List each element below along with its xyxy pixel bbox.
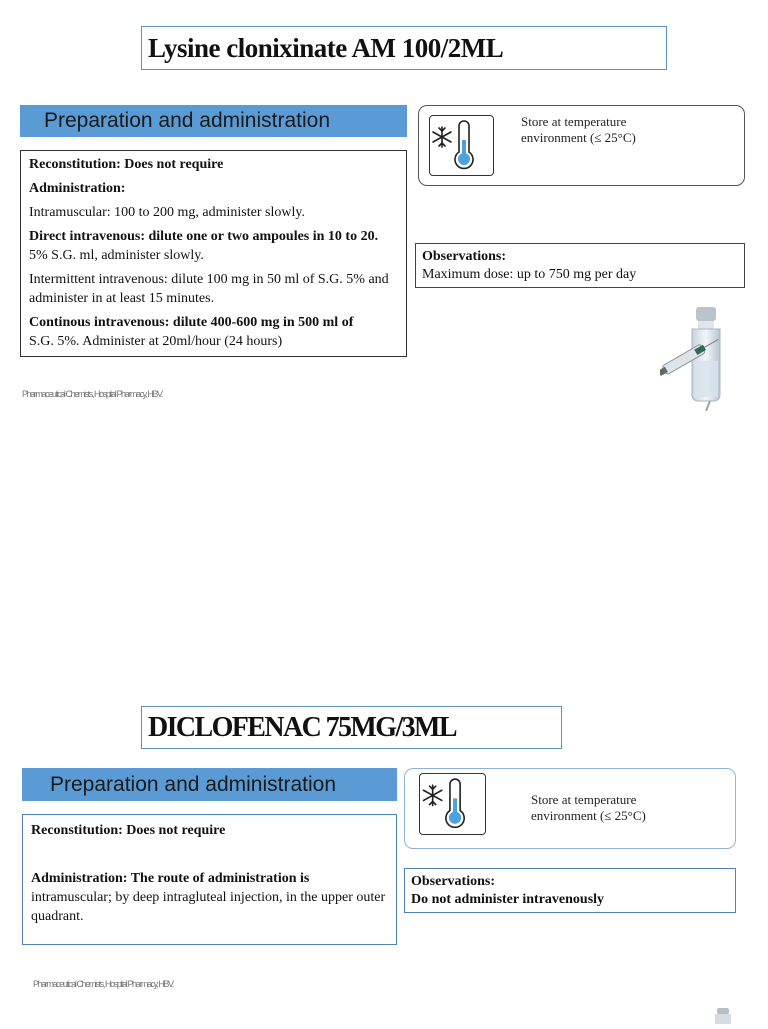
observations-label: Observations: [422,249,506,264]
preparation-band-2 [22,768,397,801]
direct-iv-rest: 5% S.G. ml, administer slowly. [29,248,204,263]
footer-credit-2 [33,979,333,989]
preparation-panel-2 [22,814,397,945]
reconstitution-text: Reconstitution: Does not require [29,157,224,172]
drug-title-2 [141,706,562,749]
observations-2-text: Do not administer intravenously [411,892,605,907]
observations-box-2 [404,868,736,913]
observations-text: Maximum dose: up to 750 mg per day [422,267,637,282]
observations-box [415,243,745,288]
storage-2-line-2: environment (≤ 25°C) [531,808,646,823]
preparation-band [20,105,407,137]
drug-title [141,26,667,70]
vial-syringe-image [660,305,730,413]
footer-credit-text: Pharmaceutical Chemists, Hospital Pharmacy, HBV. [22,389,162,399]
footer-credit [22,389,322,399]
preparation-panel [20,150,407,357]
observations-2-label: Observations: [411,874,495,889]
storage-line-2: environment (≤ 25°C) [521,130,636,145]
snowflake-thermometer-icon-2 [420,774,485,834]
storage-box [418,105,745,186]
preparation-band-2-label: Preparation and administration [50,772,337,796]
snowflake-thermometer-icon [430,116,493,175]
direct-iv-bold: Direct intravenous: dilute one or two ampoules in 10 to 20. [29,229,379,244]
continuous-iv-rest: S.G. 5%. Administer at 20ml/hour (24 hours) [29,334,283,349]
storage-icon-frame-2 [419,773,486,835]
preparation-band-label: Preparation and administration [44,109,331,132]
reconstitution-2-text: Reconstitution: Does not require [31,823,226,838]
storage-text [521,114,721,146]
intramuscular-text: Intramuscular: 100 to 200 mg, administer slowly. [29,205,305,220]
vial-fragment-image [712,1006,734,1024]
continuous-iv-bold: Continous intravenous: dilute 400-600 mg in 500 ml of [29,315,354,330]
storage-line-1: Store at temperature [521,114,627,129]
administration-2-bold: Administration: The route of administration is [31,871,310,886]
administration-2-rest: intramuscular; by deep intragluteal injection, in the upper outer quadrant. [31,890,386,924]
administration-label: Administration: [29,181,126,196]
storage-icon-frame [429,115,494,176]
drug-title-text: Lysine clonixinate AM 100/2ML [148,32,504,63]
footer-credit-2-text: Pharmaceutical Chemists, Hospital Pharmacy, HBV. [33,979,173,989]
storage-text-2 [531,792,721,824]
storage-box-2 [404,768,736,849]
storage-2-line-1: Store at temperature [531,792,637,807]
intermittent-iv-text: Intermittent intravenous: dilute 100 mg in 50 ml of S.G. 5% and administer in at least 15 minutes. [29,272,389,306]
drug-title-2-text: DICLOFENAC 75MG/3ML [148,711,456,743]
